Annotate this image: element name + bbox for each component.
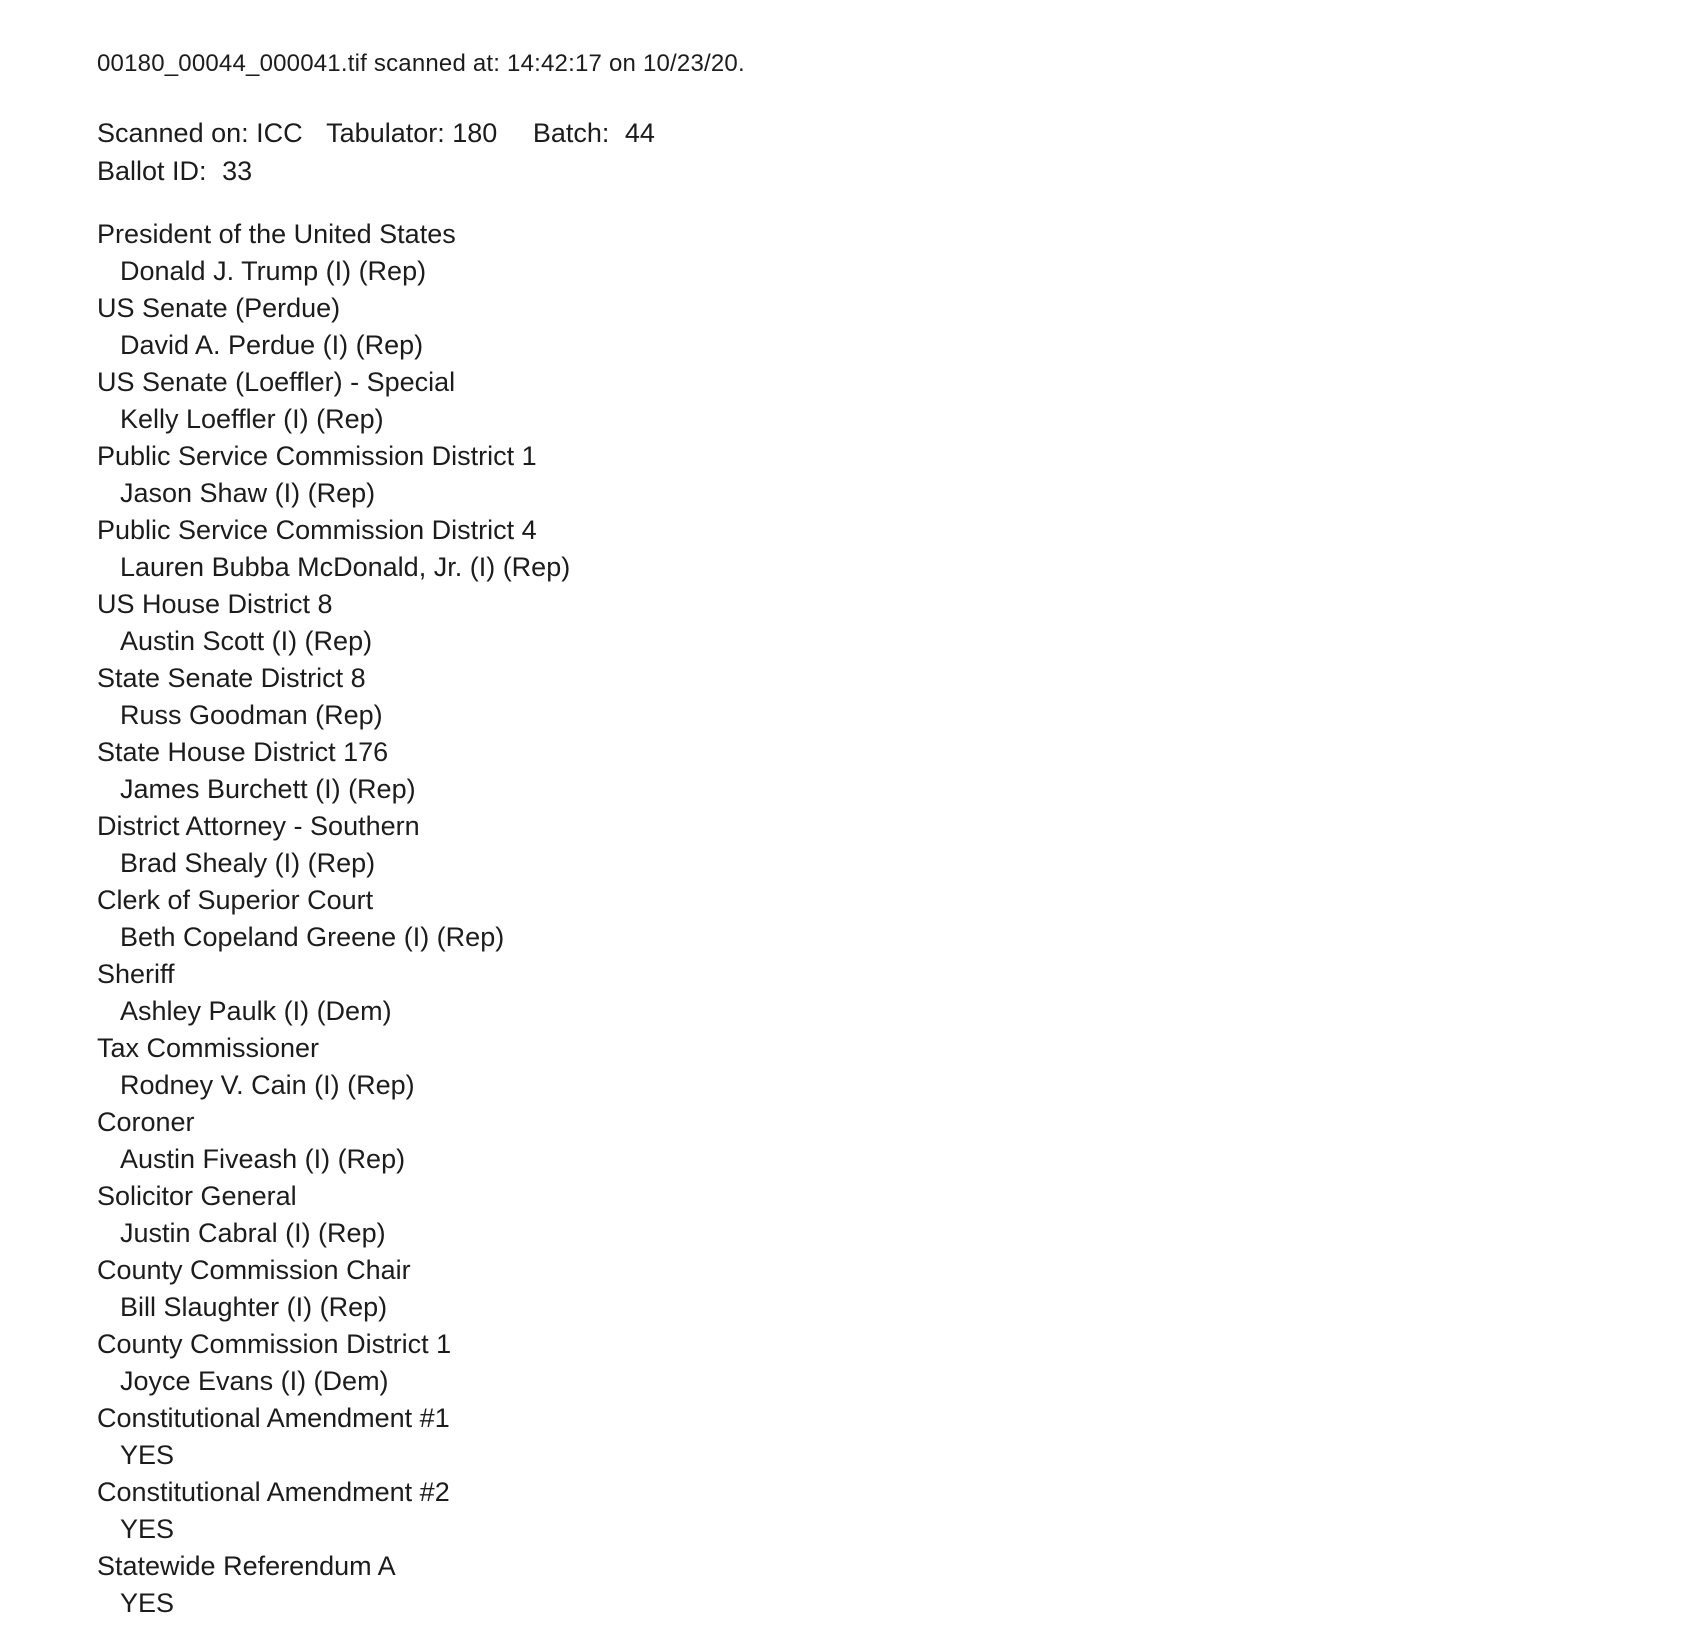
contest-block bbox=[97, 1030, 1666, 1104]
contest-selection: Donald J. Trump (I) (Rep) bbox=[120, 256, 427, 286]
contest-selection: Justin Cabral (I) (Rep) bbox=[120, 1218, 386, 1248]
contest-selection: Austin Fiveash (I) (Rep) bbox=[120, 1144, 406, 1174]
contest-title: US House District 8 bbox=[97, 589, 333, 619]
contest-title: US Senate (Loeffler) - Special bbox=[97, 367, 456, 397]
contest-title: Sheriff bbox=[97, 959, 175, 989]
contest-selection: Brad Shealy (I) (Rep) bbox=[120, 848, 376, 878]
contest-title: Public Service Commission District 1 bbox=[97, 441, 537, 471]
contest-title: Public Service Commission District 4 bbox=[97, 515, 537, 545]
batch-label: Batch: bbox=[532, 118, 610, 148]
contest-block bbox=[97, 216, 1666, 290]
contest-title: County Commission Chair bbox=[97, 1255, 411, 1285]
contest-block bbox=[97, 290, 1666, 364]
contest-selection: Kelly Loeffler (I) (Rep) bbox=[120, 404, 384, 434]
contest-block bbox=[97, 660, 1666, 734]
contest-selection: Lauren Bubba McDonald, Jr. (I) (Rep) bbox=[120, 552, 571, 582]
contest-selection: Austin Scott (I) (Rep) bbox=[120, 626, 373, 656]
ballot-id-value: 33 bbox=[222, 156, 253, 186]
batch-value: 44 bbox=[624, 118, 655, 148]
contest-selection: YES bbox=[120, 1440, 175, 1470]
scan-time: 14:42:17 bbox=[507, 50, 603, 77]
contest-title: District Attorney - Southern bbox=[97, 811, 420, 841]
scanned-on-label: Scanned on: bbox=[97, 118, 249, 148]
contest-selection: David A. Perdue (I) (Rep) bbox=[120, 330, 424, 360]
contest-title: County Commission District 1 bbox=[97, 1329, 452, 1359]
scan-filename: 00180_00044_000041.tif bbox=[97, 50, 367, 77]
contest-title: Constitutional Amendment #1 bbox=[97, 1403, 450, 1433]
on-label: on bbox=[608, 50, 637, 77]
contest-block bbox=[97, 882, 1666, 956]
contest-selection: Joyce Evans (I) (Dem) bbox=[120, 1366, 389, 1396]
contest-title: Solicitor General bbox=[97, 1181, 297, 1211]
contest-block bbox=[97, 1474, 1666, 1548]
contest-block bbox=[97, 1104, 1666, 1178]
contest-block bbox=[97, 1326, 1666, 1400]
contest-selection: Russ Goodman (Rep) bbox=[120, 700, 383, 730]
scanner-value: ICC bbox=[256, 118, 303, 148]
contest-selection: Jason Shaw (I) (Rep) bbox=[120, 478, 376, 508]
contest-block bbox=[97, 1548, 1666, 1622]
contest-block bbox=[97, 808, 1666, 882]
contest-block bbox=[97, 512, 1666, 586]
contest-title: President of the United States bbox=[97, 219, 456, 249]
contest-title: Clerk of Superior Court bbox=[97, 885, 374, 915]
contest-selection: Ashley Paulk (I) (Dem) bbox=[120, 996, 392, 1026]
contest-list bbox=[97, 216, 1666, 1622]
contest-selection: Bill Slaughter (I) (Rep) bbox=[120, 1292, 388, 1322]
contest-selection: James Burchett (I) (Rep) bbox=[120, 774, 416, 804]
contest-title: State Senate District 8 bbox=[97, 663, 366, 693]
ballot-id-line bbox=[97, 152, 1666, 190]
scan-info-line bbox=[97, 114, 1666, 152]
contest-block bbox=[97, 956, 1666, 1030]
contest-block bbox=[97, 734, 1666, 808]
contest-selection: Rodney V. Cain (I) (Rep) bbox=[120, 1070, 415, 1100]
contest-block bbox=[97, 1252, 1666, 1326]
contest-title: Coroner bbox=[97, 1107, 195, 1137]
contest-title: Constitutional Amendment #2 bbox=[97, 1477, 450, 1507]
ballot-id-label: Ballot ID: bbox=[97, 156, 207, 186]
contest-title: Tax Commissioner bbox=[97, 1033, 320, 1063]
contest-block bbox=[97, 586, 1666, 660]
contest-title: US Senate (Perdue) bbox=[97, 293, 341, 323]
scan-filename-line bbox=[97, 50, 1666, 78]
contest-selection: YES bbox=[120, 1588, 175, 1618]
contest-block bbox=[97, 438, 1666, 512]
contest-block bbox=[97, 364, 1666, 438]
scan-date: 10/23/20. bbox=[642, 50, 745, 77]
contest-selection: YES bbox=[120, 1514, 175, 1544]
contest-block bbox=[97, 1178, 1666, 1252]
contest-title: State House District 176 bbox=[97, 737, 389, 767]
contest-block bbox=[97, 1400, 1666, 1474]
scanned-at-label: scanned at: bbox=[373, 50, 501, 77]
tabulator-label: Tabulator: bbox=[326, 118, 445, 148]
contest-selection: Beth Copeland Greene (I) (Rep) bbox=[120, 922, 505, 952]
tabulator-value: 180 bbox=[452, 118, 498, 148]
contest-title: Statewide Referendum A bbox=[97, 1551, 396, 1581]
